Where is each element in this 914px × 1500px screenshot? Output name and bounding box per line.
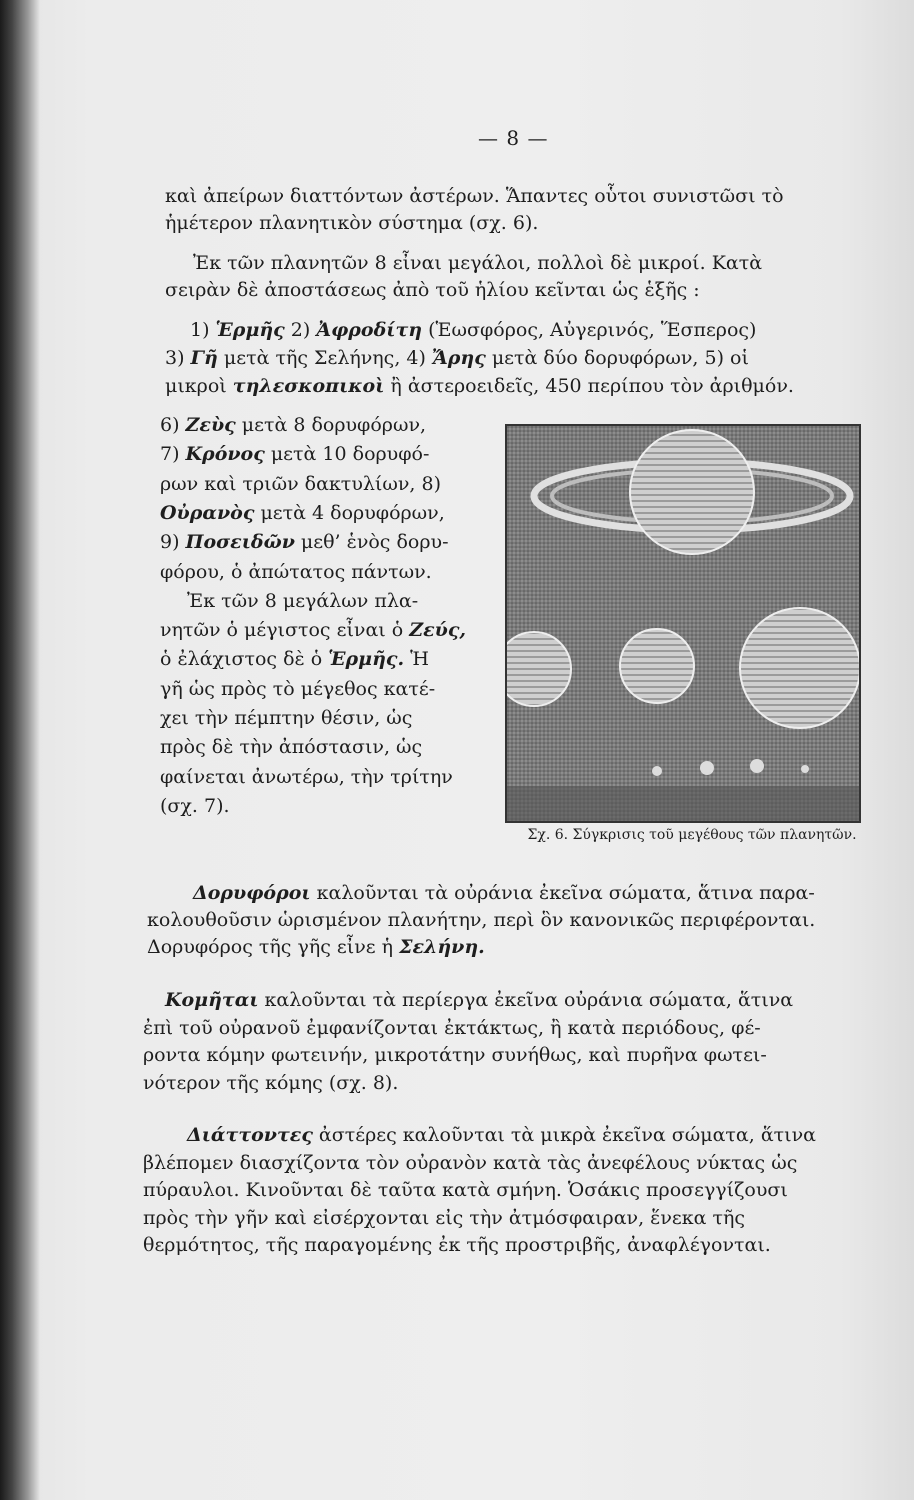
planet-name: Ἑρμῆς.	[328, 648, 405, 671]
planet-name: Οὐρανὸς	[160, 501, 255, 524]
left-column-line: ὁ ἐλάχιστος δὲ ὁ Ἑρμῆς. Ἡ	[160, 648, 429, 671]
term-meteors: Διάττοντες	[187, 1124, 313, 1146]
figure-caption: Σχ. 6. Σύγκρισις τοῦ μεγέθους τῶν πλανητῶν.	[527, 827, 857, 843]
left-column-line: Οὐρανὸς μετὰ 4 δορυφόρων,	[160, 501, 445, 524]
left-column-line: χει τὴν πέμπτην θέσιν, ὡς	[160, 707, 413, 729]
left-column-line: φαίνεται ἀνωτέρω, τὴν τρίτην	[160, 765, 453, 788]
page-edge-shadow	[0, 0, 40, 1500]
mars-icon	[652, 766, 662, 776]
planet-name: Γῆ	[190, 347, 218, 369]
meteors-paragraph-line: βλέπομεν διασχίζοντα τὸν οὐρανὸν κατὰ τὰς ἀνεφέλους νύκτας ὡς	[143, 1152, 798, 1174]
left-column-line: Ἐκ τῶν 8 μεγάλων πλα-	[187, 589, 419, 612]
left-column-line: πρὸς δὲ τὴν ἀπόστασιν, ὡς	[160, 736, 423, 759]
term-moon: Σελήνη.	[399, 936, 485, 958]
planet-name: Ποσειδῶν	[185, 531, 295, 554]
planet-name: Ἄρης	[431, 347, 486, 369]
text-line: Ἐκ τῶν πλανητῶν 8 εἶναι μεγάλοι, πολλοὶ δὲ μικροί. Κατὰ	[193, 252, 763, 274]
term-satellites: Δορυφόροι	[193, 882, 311, 904]
earth-icon	[700, 761, 714, 775]
text-line: καὶ ἀπείρων διαττόντων ἀστέρων. Ἅπαντες οὗτοι συνιστῶσι τὸ	[165, 185, 784, 207]
comets-paragraph-line: ροντα κόμην φωτεινήν, μικροτάτην συνήθως, καὶ πυρῆνα φωτει-	[143, 1044, 767, 1066]
comets-paragraph-line: νότερον τῆς κόμης (σχ. 8).	[143, 1072, 399, 1094]
left-column-line: (σχ. 7).	[160, 794, 230, 817]
meteors-paragraph-line: πύραυλοι. Κινοῦνται δὲ ταῦτα κατὰ σμήνη. Ὁσάκις προσεγγίζουσι	[143, 1179, 788, 1201]
planet-name: Ζεὺς	[185, 414, 236, 436]
left-column-line: 9) Ποσειδῶν μεθ’ ἑνὸς δορυ-	[160, 531, 449, 554]
uranus-icon	[620, 629, 694, 703]
meteors-paragraph-line: θερμότητος, τῆς παραγομένης ἐκ τῆς προστριβῆς, ἀναφλέγονται.	[143, 1234, 771, 1256]
term-comets: Κομῆται	[165, 989, 259, 1011]
planet-name: τηλεσκοπικοὶ	[232, 375, 385, 397]
planet-name: Ζεύς,	[409, 619, 467, 642]
page-number: — 8 —	[478, 126, 549, 150]
neptune-icon	[507, 632, 571, 706]
left-column-line: 7) Κρόνος μετὰ 10 δορυφό-	[160, 443, 430, 466]
left-column-line: φόρου, ὁ ἀπώτατος πάντων.	[160, 560, 432, 583]
planets-illustration	[507, 426, 859, 821]
mercury-icon	[801, 765, 809, 773]
satellites-paragraph-line: Δορυφόροι καλοῦνται τὰ οὐράνια ἐκεῖνα σώματα, ἅτινα παρα-	[193, 882, 815, 904]
meteors-paragraph-line: πρὸς τὴν γῆν καὶ εἰσέρχονται εἰς τὴν ἀτμόσφαιραν, ἕνεκα τῆς	[143, 1207, 746, 1229]
left-column-line: νητῶν ὁ μέγιστος εἶναι ὁ Ζεύς,	[160, 619, 467, 642]
text-line: ἡμέτερον πλανητικὸν σύστημα (σχ. 6).	[165, 212, 539, 234]
planet-name: Ἑρμῆς	[215, 319, 285, 341]
planet-name: Κρόνος	[185, 443, 265, 466]
planet-list-line: 1) Ἑρμῆς 2) Ἀφροδίτη (Ἑωσφόρος, Αὐγερινός, Ἕσπερος)	[190, 319, 757, 341]
satellites-paragraph-line: κολουθοῦσιν ὡρισμένον πλανήτην, περὶ ὃν κανονικῶς περιφέρονται.	[147, 909, 816, 931]
left-column-line: γῆ ὡς πρὸς τὸ μέγεθος κατέ-	[160, 677, 436, 700]
meteors-paragraph-line: Διάττοντες ἀστέρες καλοῦνται τὰ μικρὰ ἐκεῖνα σώματα, ἅτινα	[187, 1124, 817, 1146]
saturn-icon	[630, 430, 754, 554]
venus-icon	[750, 759, 764, 773]
satellites-paragraph-line: Δορυφόρος τῆς γῆς εἶνε ἡ Σελήνη.	[147, 936, 485, 958]
left-column-line: 6) Ζεὺς μετὰ 8 δορυφόρων,	[160, 414, 427, 436]
planet-name: Ἀφροδίτη	[316, 319, 423, 341]
comets-paragraph-line: ἐπὶ τοῦ οὐρανοῦ ἐμφανίζονται ἐκτάκτως, ἢ κατὰ περιόδους, φέ-	[143, 1017, 761, 1039]
jupiter-icon	[740, 608, 859, 728]
text-line: σειρὰν δὲ ἀποστάσεως ἀπὸ τοῦ ἡλίου κεῖνται ὡς ἑξῆς :	[165, 279, 700, 301]
planet-list-line: μικροὶ τηλεσκοπικοὶ ἢ ἀστεροειδεῖς, 450 περίπου τὸν ἀριθμόν.	[165, 375, 794, 397]
left-column-line: ρων καὶ τριῶν δακτυλίων, 8)	[160, 472, 441, 495]
planet-list-line: 3) Γῆ μετὰ τῆς Σελήνης, 4) Ἄρης μετὰ δύο δορυφόρων, 5) οἱ	[165, 347, 749, 369]
planets-figure	[505, 424, 861, 823]
comets-paragraph-line: Κομῆται καλοῦνται τὰ περίεργα ἐκεῖνα οὐράνια σώματα, ἅτινα	[165, 989, 794, 1011]
